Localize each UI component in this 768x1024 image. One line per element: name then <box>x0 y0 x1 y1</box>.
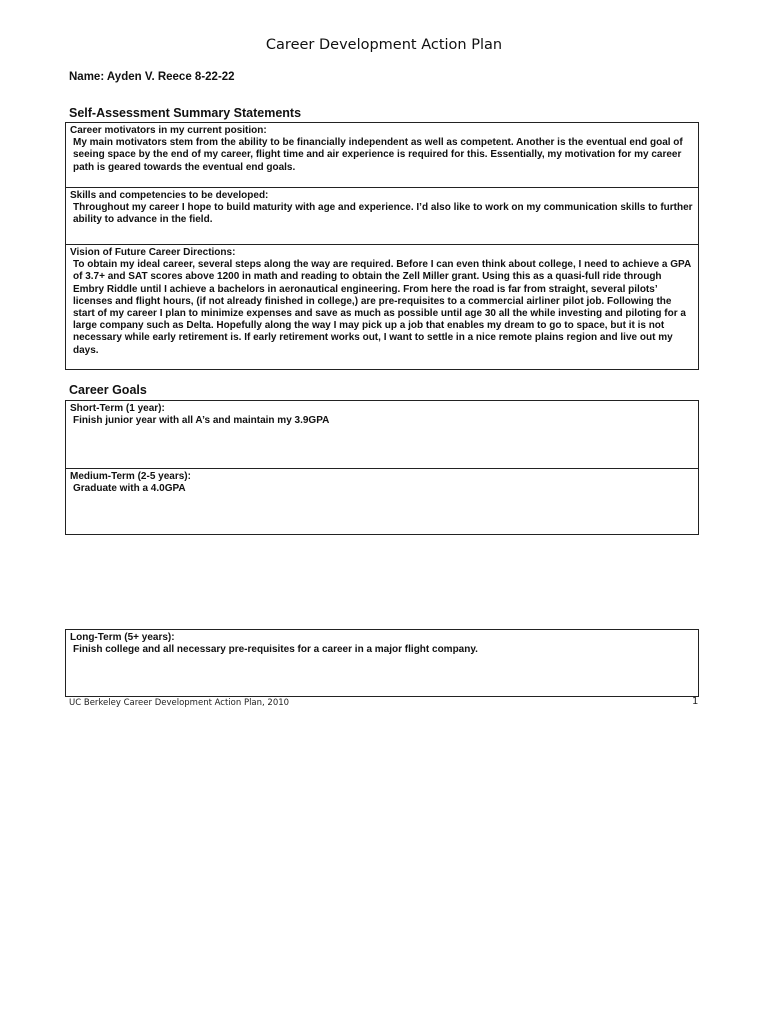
vision-label: Vision of Future Career Directions: <box>70 247 236 258</box>
skills-label: Skills and competencies to be developed: <box>70 190 269 201</box>
medium-term-cell <box>66 468 698 535</box>
self-assessment-table <box>65 122 699 370</box>
medium-term-text: Graduate with a 4.0GPA <box>73 483 186 495</box>
long-term-cell <box>66 630 698 696</box>
page-title: Career Development Action Plan <box>265 37 503 53</box>
career-motivators-label: Career motivators in my current position: <box>70 125 267 136</box>
long-term-text: Finish college and all necessary pre-requisites for a career in a major flight company. <box>73 644 478 656</box>
career-motivators-text: My main motivators stem from the ability to be financially independent as well as competent. Another is the eventual end goal of seeing space by the end of my career, flight time and air experience is required for this. Essentially, my motivation for my career path is geared towards the eventual end goals. <box>73 137 683 173</box>
long-term-label: Long-Term (5+ years): <box>70 632 175 643</box>
short-term-text: Finish junior year with all A’s and maintain my 3.9GPA <box>73 415 330 427</box>
vision-text: To obtain my ideal career, several steps along the way are required. Before I can even think about college, I need to achieve a GPA of 3.7+ and SAT scores above 1200 in math and reading to obtain the Zell Miller grant. Using this as a quasi-full ride through Embry Riddle until I achieve a bachelors in aeronautical engineering. From here the road is far from straight, several pilots’ licenses and flight hours, (if not already finished in college,) are pre-requisites to a commercial airliner pilot job. Following the start of my career I plan to minimize expenses and save as much as possible until age 30 all the while investing and piloting for a large company such as Delta. Hopefully along the way I may pick up a job that enables my dream to go to space, but it is not necessary while early retirement is. If early retirement works out, I want to settle in a nice remote plains region and live out my days. <box>73 259 691 356</box>
short-term-cell <box>66 401 698 468</box>
career-motivators-cell <box>66 123 698 187</box>
skills-text: Throughout my career I hope to build maturity with age and experience. I’d also like to work on my communication skills to further ability to advance in the field. <box>73 202 693 226</box>
skills-cell <box>66 187 698 244</box>
career-goals-table <box>65 400 699 535</box>
medium-term-label: Medium-Term (2-5 years): <box>70 471 191 482</box>
self-assessment-heading: Self-Assessment Summary Statements <box>69 106 302 120</box>
page-number: 1 <box>692 696 699 707</box>
footer-source: UC Berkeley Career Development Action Plan, 2010 <box>69 698 290 708</box>
career-goals-heading: Career Goals <box>69 383 147 397</box>
name-line: Name: Ayden V. Reece 8-22-22 <box>69 71 235 83</box>
long-term-table <box>65 629 699 697</box>
vision-cell <box>66 244 698 370</box>
short-term-label: Short-Term (1 year): <box>70 403 165 414</box>
